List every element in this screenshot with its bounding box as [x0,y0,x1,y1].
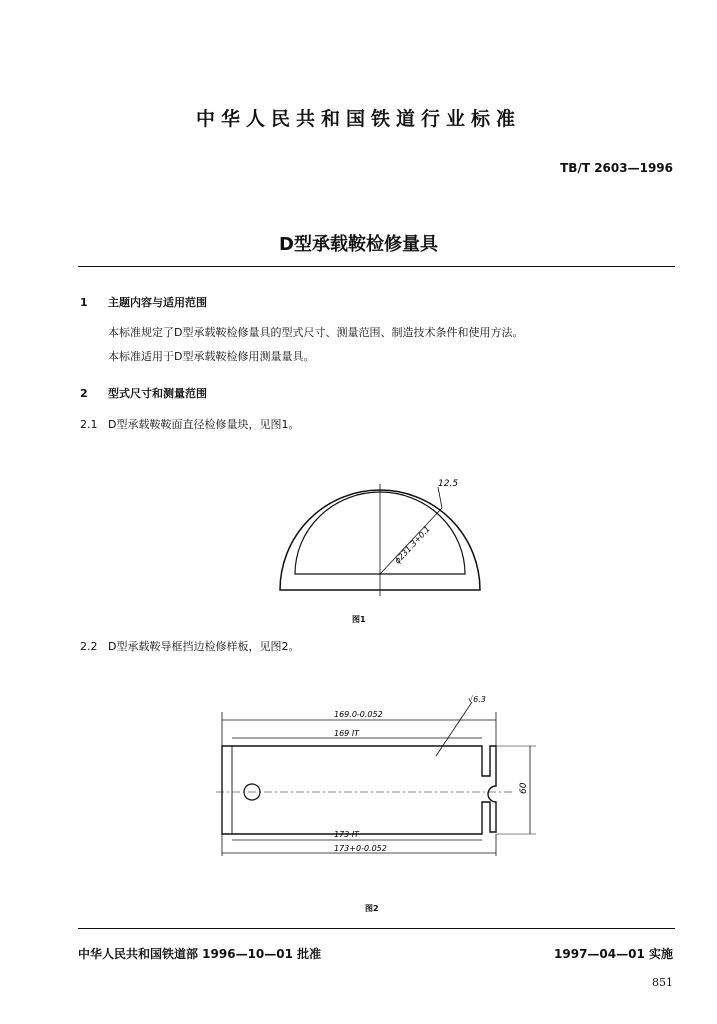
figure-2-drawing [214,690,554,870]
section-1-para-2: 本标准适用于D型承载鞍检修用测量量具。 [108,350,315,363]
section-1-heading [80,294,207,310]
footer-rule [78,928,675,929]
standard-category-title: 中华人民共和国铁道行业标准 [195,108,521,130]
figure-2-plate-outline [222,746,496,834]
figure-2-caption: 图2 [365,904,379,913]
section-2-heading [80,385,207,401]
section-2-1-text [80,416,299,432]
figure-1-roughness-leader [438,487,442,508]
section-2-1-body: D型承载鞍鞍面直径检修量块，见图1。 [108,418,300,431]
section-2-2-number: 2.2 [80,640,98,653]
effective-date: 1997—04—01 实施 [554,947,673,961]
page-number: 851 [652,976,673,989]
figure-1-diameter-label: ϕ231.3+0.1 [392,524,432,566]
section-1-title: 主题内容与适用范围 [108,296,207,309]
figure-2-dim-bottom-inner: 173 IT [334,830,360,839]
figure-2-dim-top-outer: 169.0-0.052 [334,710,383,719]
figure-1-drawing [270,472,490,602]
standard-number: TB/T 2603—1996 [560,161,673,175]
section-1-number: 1 [80,296,88,309]
figure-2-roughness-label: √6.3 [468,695,486,704]
figure-1-roughness-label: 12.5 [438,479,459,489]
section-1-para-1: 本标准规定了D型承载鞍检修量具的型式尺寸、测量范围、制造技术条件和使用方法。 [108,326,524,339]
figure-2-roughness-leader [436,702,472,756]
figure-2-dim-height: 60 [519,782,529,794]
document-title: D型承载鞍检修量具 [279,234,438,255]
figure-2-dim-top-inner: 169 IT [334,729,360,738]
issue-statement: 中华人民共和国铁道部 1996—10—01 批准 [78,947,322,961]
section-2-1-number: 2.1 [80,418,98,431]
title-rule [78,266,675,267]
section-2-number: 2 [80,387,88,400]
section-2-2-body: D型承载鞍导框挡边检修样板，见图2。 [108,640,300,653]
figure-2-dim-bottom-outer: 173+0-0.052 [334,844,387,853]
section-2-2-text [80,638,299,654]
section-2-title: 型式尺寸和测量范围 [108,387,207,400]
figure-1-caption: 图1 [352,615,366,624]
